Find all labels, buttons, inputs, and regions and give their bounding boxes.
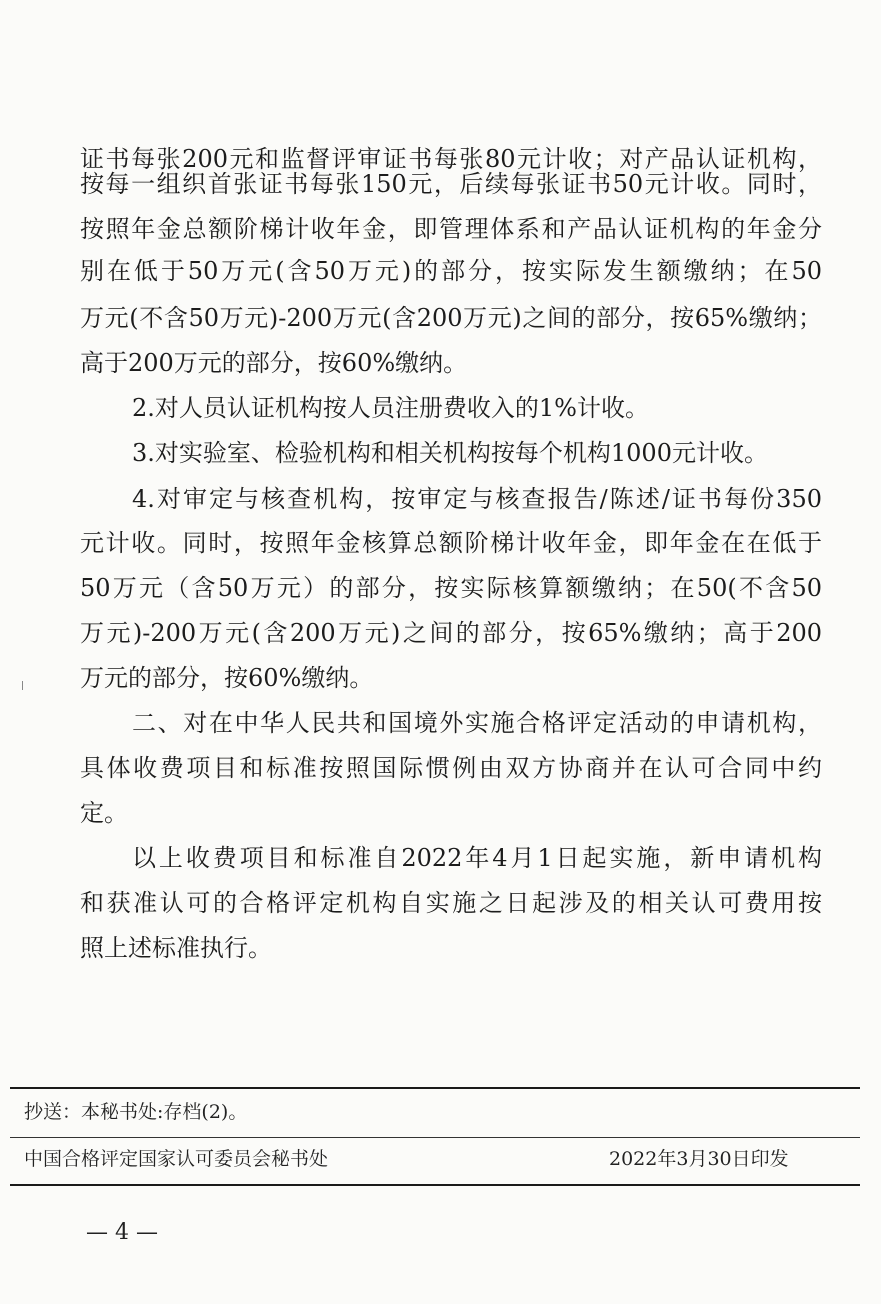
text-line: 以上收费项目和标准自2022年4月1日起实施，新申请机构 <box>132 844 822 872</box>
text-line: 别在低于50万元(含50万元)的部分，按实际发生额缴纳；在50 <box>80 257 822 285</box>
text-line: 二、对在中华人民共和国境外实施合格评定活动的申请机构， <box>132 709 822 737</box>
issuer-name: 中国合格评定国家认可委员会秘书处 <box>24 1148 329 1170</box>
text-line: 3.对实验室、检验机构和相关机构按每个机构1000元计收。 <box>132 439 768 467</box>
text-line: 照上述标准执行。 <box>80 934 272 962</box>
cc-line: 抄送：本秘书处:存档(2)。 <box>24 1101 248 1123</box>
text-line: 2.对人员认证机构按人员注册费收入的1%计收。 <box>132 394 649 422</box>
text-line: 按每一组织首张证书每张150元，后续每张证书50元计收。同时， <box>80 170 822 198</box>
text-line: 元计收。同时，按照年金核算总额阶梯计收年金，即年金在在低于 <box>80 529 822 557</box>
text-line: 证书每张200元和监督评审证书每张80元计收；对产品认证机构， <box>80 145 822 173</box>
footer-middle-rule <box>10 1137 860 1138</box>
scan-speck <box>22 681 23 690</box>
text-line: 高于200万元的部分，按60%缴纳。 <box>80 349 468 377</box>
text-line: 万元)-200万元(含200万元)之间的部分，按65%缴纳；高于200 <box>80 619 822 647</box>
text-line: 具体收费项目和标准按照国际惯例由双方协商并在认可合同中约 <box>80 754 822 782</box>
text-line: 50万元（含50万元）的部分，按实际核算额缴纳；在50(不含50 <box>80 574 822 602</box>
text-line: 和获准认可的合格评定机构自实施之日起涉及的相关认可费用按 <box>80 889 822 917</box>
issue-date: 2022年3月30日印发 <box>609 1148 789 1170</box>
footer-bottom-rule <box>10 1184 860 1186</box>
text-line: 万元的部分，按60%缴纳。 <box>80 664 374 692</box>
text-line: 定。 <box>80 799 128 827</box>
page-number: — 4 — <box>86 1220 158 1245</box>
text-line: 按照年金总额阶梯计收年金，即管理体系和产品认证机构的年金分 <box>80 215 822 243</box>
footer-top-rule <box>10 1087 860 1089</box>
text-line: 4.对审定与核查机构，按审定与核查报告/陈述/证书每份350 <box>132 485 822 513</box>
text-line: 万元(不含50万元)-200万元(含200万元)之间的部分，按65%缴纳； <box>80 304 822 332</box>
